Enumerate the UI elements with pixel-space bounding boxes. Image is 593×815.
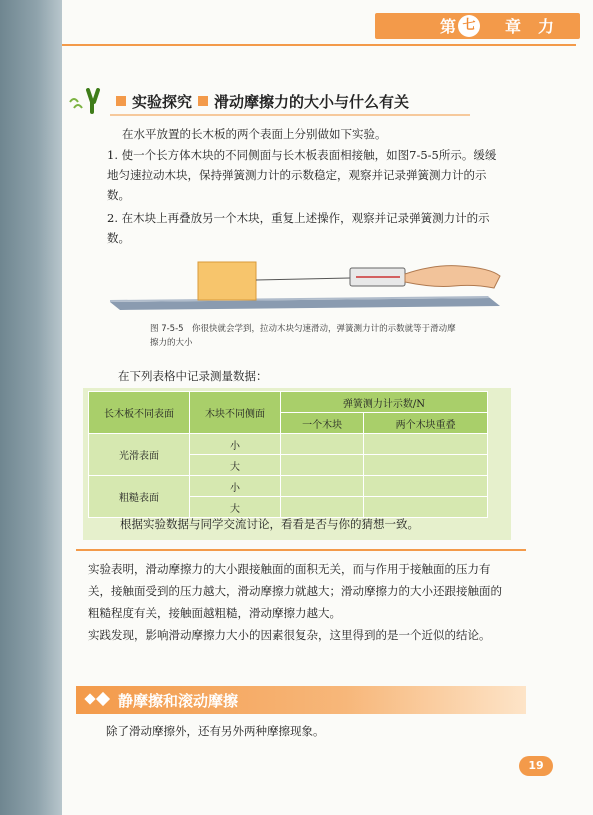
- table-cell: [364, 434, 488, 455]
- chapter-number-badge: 七: [458, 15, 480, 37]
- table-cell: [281, 455, 364, 476]
- page-number-badge: [519, 750, 553, 776]
- subsection-banner: [76, 686, 526, 714]
- experiment-y-icon: [68, 88, 110, 114]
- section-label: 实验探究: [132, 92, 193, 111]
- side-large-1: 大: [190, 455, 281, 476]
- hand: [405, 266, 500, 288]
- table-cell: [364, 497, 488, 518]
- col-board-surface: 长木板不同表面: [89, 392, 190, 434]
- figure-caption: 图 7-5-5 你很快就会学到，拉动木块匀速滑动，弹簧测力计的示数就等于滑动摩擦力的大小: [150, 324, 456, 348]
- book-spine: [0, 0, 62, 815]
- diamond-icon-2: [96, 692, 110, 706]
- orange-square-marker-2: [198, 96, 208, 106]
- table-cell: [364, 476, 488, 497]
- chapter-char-2: 章: [505, 17, 524, 36]
- measurement-table: [88, 391, 488, 518]
- chapter-title: 力: [538, 17, 557, 36]
- col-block-side: 木块不同侧面: [190, 392, 281, 434]
- body-paragraph-3: 除了滑动摩擦外，还有另外两种摩擦现象。: [106, 724, 325, 738]
- wooden-block: [198, 262, 256, 300]
- body-paragraph-1: 实验表明，滑动摩擦力的大小跟接触面的面积无关，而与作用于接触面的压力有关，接触面受到的压力越大，滑动摩擦力就越大；滑动摩擦力的大小还跟接触面的粗糙程度有关，接触面越粗糙，滑动摩擦力越大。: [88, 562, 502, 620]
- section-divider: [76, 549, 526, 551]
- row-smooth-surface: 光滑表面: [89, 434, 190, 476]
- table-cell: [364, 455, 488, 476]
- diamond-icon: [84, 693, 95, 704]
- col-two-blocks: 两个木块重叠: [364, 413, 488, 434]
- chapter-char-1: 第: [440, 17, 459, 36]
- col-scale-reading: 弹簧测力计示数/N: [281, 392, 488, 413]
- experiment-figure: [110, 252, 505, 332]
- table-cell: [281, 434, 364, 455]
- orange-square-marker: [116, 96, 126, 106]
- table-intro: 在下列表格中记录测量数据：: [118, 369, 268, 383]
- table-cell: [281, 476, 364, 497]
- header-rule: [62, 44, 576, 46]
- intro-paragraph-2: 1. 使一个长方体木块的不同侧面与长木板表面相接触，如图7-5-5所示。缓缓地匀速拉动木块，保持弹簧测力计的示数稳定，观察并记录弹簧测力计的示数。: [107, 148, 497, 202]
- table-cell: [281, 497, 364, 518]
- row-rough-surface: 粗糙表面: [89, 476, 190, 518]
- intro-paragraph-1: 在水平放置的长木板的两个表面上分别做如下实验。: [122, 127, 387, 141]
- section-heading: [68, 88, 409, 114]
- side-small-2: 小: [190, 476, 281, 497]
- section-title: 滑动摩擦力的大小与什么有关: [214, 92, 410, 111]
- side-small-1: 小: [190, 434, 281, 455]
- intro-paragraph-3: 2. 在木块上再叠放另一个木块，重复上述操作，观察并记录弹簧测力计的示数。: [107, 211, 490, 245]
- subsection-title: 静摩擦和滚动摩擦: [118, 692, 239, 710]
- discussion-prompt: 根据实验数据与同学交流讨论，看看是否与你的猜想一致。: [120, 517, 419, 531]
- side-large-2: 大: [190, 497, 281, 518]
- col-one-block: 一个木块: [281, 413, 364, 434]
- section-underline: [110, 114, 470, 116]
- body-paragraph-2: 实践发现，影响滑动摩擦力大小的因素很复杂，这里得到的是一个近似的结论。: [88, 628, 491, 642]
- page-number: 19: [519, 756, 553, 776]
